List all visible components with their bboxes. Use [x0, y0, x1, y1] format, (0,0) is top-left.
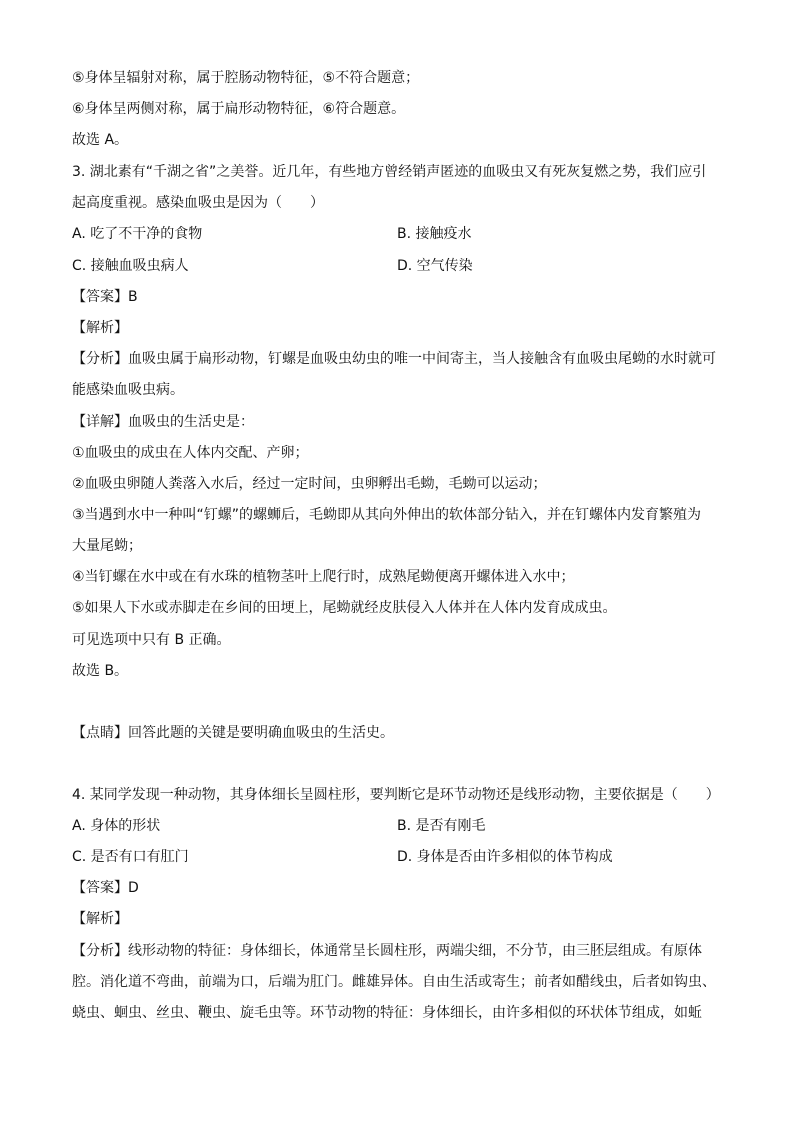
q4-answer: 【答案】D: [72, 880, 139, 896]
q3-step-4: ④当钉螺在水中或在有水珠的植物茎叶上爬行时，成熟尾蚴便离开螺体进入水中；: [72, 569, 575, 585]
q4-option-b: B. 是否有刚毛: [397, 818, 486, 834]
q4-analysis-heading: 【解析】: [72, 911, 128, 927]
q4-option-a: A. 身体的形状: [72, 818, 161, 834]
q3-only-b: 可见选项中只有 B 正确。: [72, 632, 231, 648]
prev-line-5: ⑤身体呈辐射对称，属于腔肠动物特征，⑤不符合题意；: [72, 70, 420, 86]
q3-stem-line-1: 3. 湖北素有“千湖之省”之美誉。近几年，有些地方曾经销声匿迹的血吸虫又有死灰复燃之势，我们应引: [72, 164, 707, 180]
q3-analysis-line-1: 【分析】血吸虫属于扁形动物，钉螺是血吸虫幼虫的唯一中间寄主，当人接触含有血吸虫尾蚴的水时就可: [72, 351, 716, 367]
q3-step-1: ①血吸虫的成虫在人体内交配、产卵；: [72, 445, 309, 461]
q3-option-b: B. 接触疫水: [397, 226, 472, 242]
prev-line-6: ⑥身体呈两侧对称，属于扁形动物特征，⑥符合题意。: [72, 101, 406, 117]
q4-stem: 4. 某同学发现一种动物，其身体细长呈圆柱形，要判断它是环节动物还是线形动物，主要依据是（ ）: [72, 787, 720, 803]
q4-analysis-line-2: 腔。消化道不弯曲，前端为口，后端为肛门。雌雄异体。自由生活或寄生；前者如醋线虫，后者如钩虫、: [72, 974, 716, 990]
q4-option-d: D. 身体是否由许多相似的体节构成: [397, 849, 613, 865]
q3-stem-line-2: 起高度重视。感染血吸虫是因为（ ）: [72, 195, 324, 211]
q4-analysis-line-1: 【分析】线形动物的特征：身体细长，体通常呈长圆柱形，两端尖细，不分节，由三胚层组成。有原体: [72, 943, 702, 959]
q4-option-c: C. 是否有口有肛门: [72, 849, 189, 865]
q3-option-c: C. 接触血吸虫病人: [72, 258, 189, 274]
q3-analysis-line-2: 能感染血吸虫病。: [72, 382, 184, 398]
q3-step-3-line-2: 大量尾蚴；: [72, 538, 142, 554]
q3-option-a: A. 吃了不干净的食物: [72, 226, 203, 242]
q4-analysis-line-3: 蛲虫、蛔虫、丝虫、鞭虫、旋毛虫等。环节动物的特征：身体细长，由许多相似的环状体节组成，如蚯: [72, 1005, 702, 1021]
q3-answer: 【答案】B: [72, 289, 138, 305]
q3-analysis-heading: 【解析】: [72, 320, 128, 336]
q3-detail-heading: 【详解】血吸虫的生活史是：: [72, 414, 254, 430]
prev-conclusion: 故选 A。: [72, 132, 129, 148]
q3-step-3-line-1: ③当遇到水中一种叫“钉螺”的螺蛳后，毛蚴即从其向外伸出的软体部分钻入，并在钉螺体内发育繁殖为: [72, 507, 702, 523]
q3-step-5: ⑤如果人下水或赤脚走在乡间的田埂上，尾蚴就经皮肤侵入人体并在人体内发育成成虫。: [72, 600, 617, 616]
q3-option-d: D. 空气传染: [397, 258, 473, 274]
q3-conclusion: 故选 B。: [72, 663, 129, 679]
q3-comment: 【点睛】回答此题的关键是要明确血吸虫的生活史。: [72, 725, 394, 741]
q3-step-2: ②血吸虫卵随人粪落入水后，经过一定时间，虫卵孵出毛蚴，毛蚴可以运动；: [72, 476, 547, 492]
